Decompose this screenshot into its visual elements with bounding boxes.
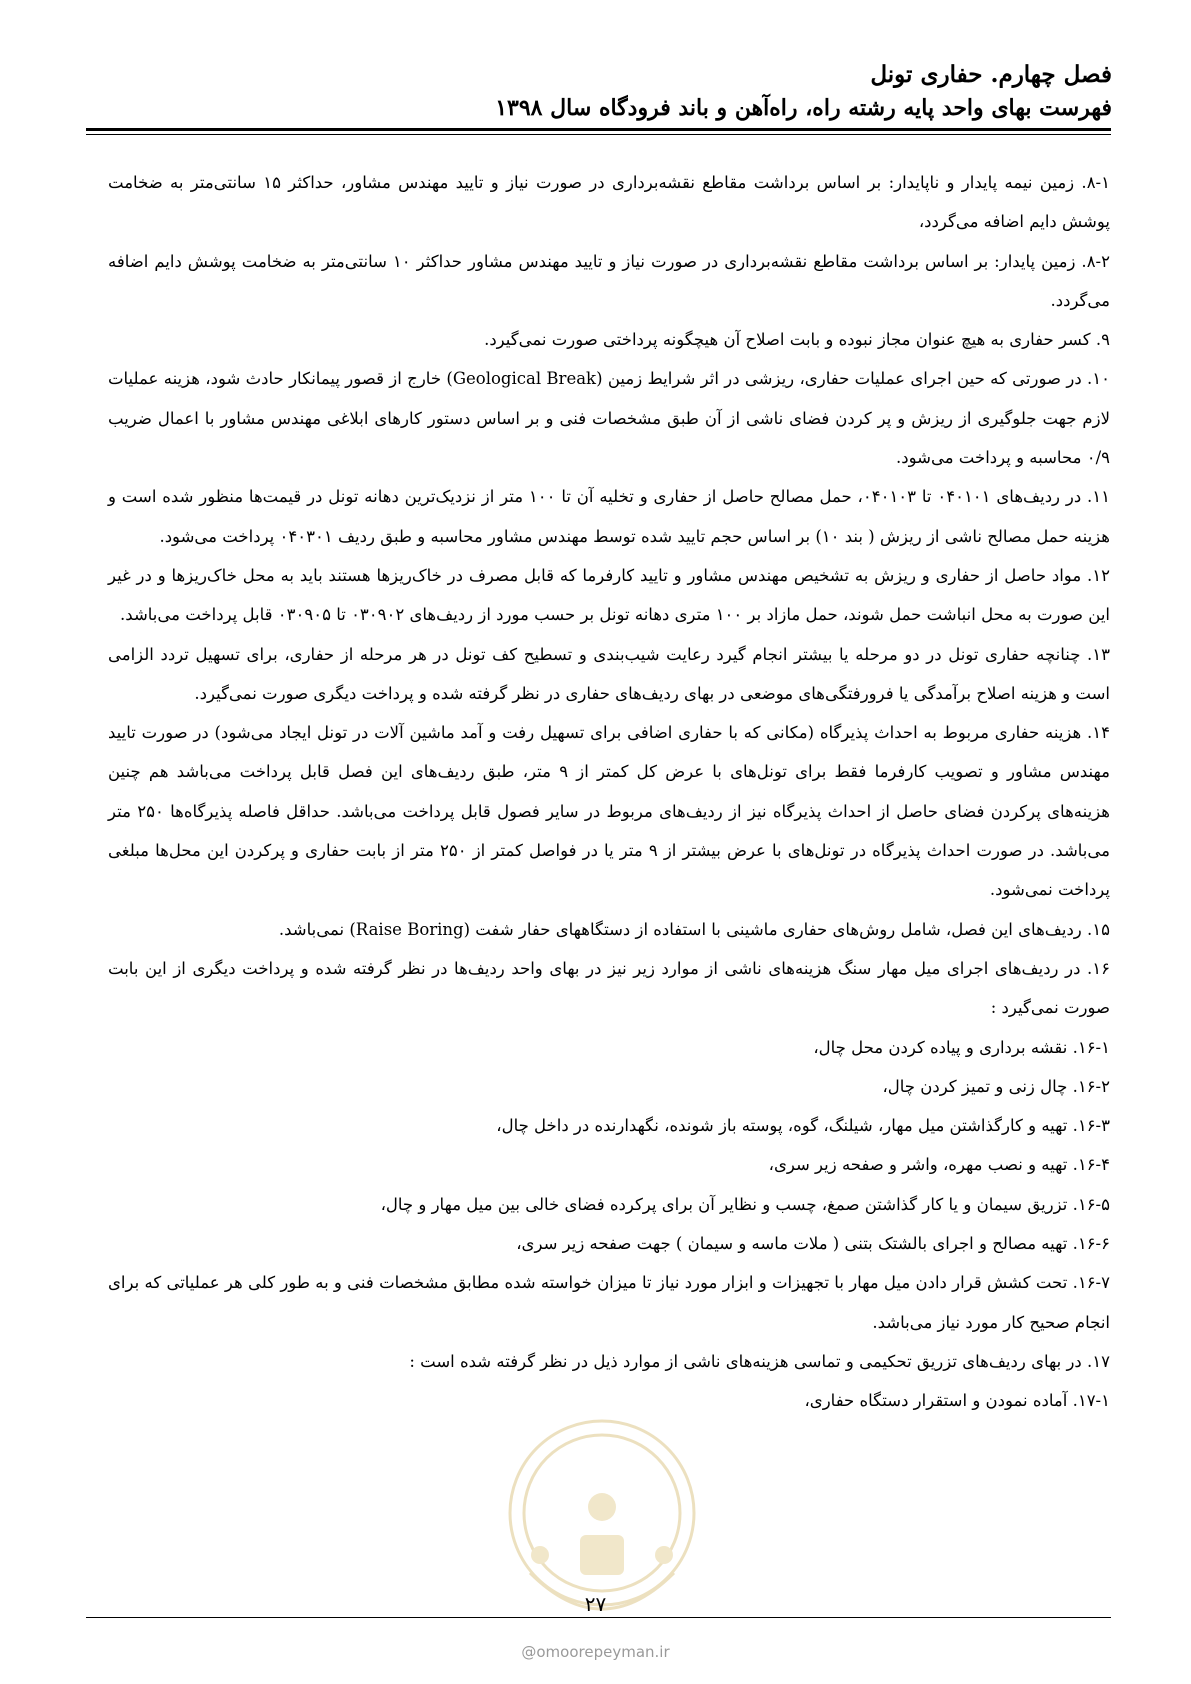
paragraph-16-6: ۱۶-۶. تهیه مصالح و اجرای بالشتک بتنی ( ملات ماسه و سیمان ) جهت صفحه زیر سری، bbox=[516, 1234, 1110, 1254]
paragraph-16: ۱۶. در ردیف‌های اجرای میل مهار سنگ هزینه‌های ناشی از موارد زیر نیز در بهای واحد ردیف‌ها در نظر گرفته شده و پرداخت دیگری از این بابت صورت نمی‌گیرد : bbox=[108, 958, 1110, 1018]
catalog-title: فهرست بهای واحد پایه رشته راه، راه‌آهن و باند فرودگاه سال ۱۳۹۸ bbox=[495, 95, 1112, 121]
header-divider-thick bbox=[86, 128, 1111, 131]
paragraph-16-1: ۱۶-۱. نقشه برداری و پیاده کردن محل چال، bbox=[813, 1037, 1110, 1057]
paragraph-9: ۹. کسر حفاری به هیچ عنوان مجاز نبوده و بابت اصلاح آن هیچگونه پرداختی صورت نمی‌گیرد. bbox=[484, 330, 1110, 350]
chapter-title: فصل چهارم. حفاری تونل bbox=[870, 61, 1112, 88]
paragraph-17: ۱۷. در بهای ردیف‌های تزریق تحکیمی و تماسی هزینه‌های ناشی از موارد ذیل در نظر گرفته شده است : bbox=[409, 1351, 1110, 1371]
paragraph-8-1: ۸-۱. زمین نیمه پایدار و ناپایدار: بر اساس برداشت مقاطع نقشه‌برداری در صورت نیاز و تایید مهندس مشاور، حداکثر ۱۵ سانتی‌متر به ضخامت پوشش دایم اضافه می‌گردد، bbox=[108, 173, 1110, 232]
website-watermark: @omoorepeyman.ir bbox=[521, 1643, 670, 1661]
paragraph-13: ۱۳. چنانچه حفاری تونل در دو مرحله یا بیشتر انجام گیرد رعایت شیب‌بندی و تسطیح کف تونل در هر مرحله از حفاری، برای تسهیل تردد الزامی است و هزینه اصلاح برآمدگی یا فرورفتگی‌های موضعی در بهای ردیف‌های حفاری در نظر گرفته شده و پرداخت دیگری صورت نمی‌گیرد. bbox=[108, 644, 1110, 703]
paragraph-12: ۱۲. مواد حاصل از حفاری و ریزش به تشخیص مهندس مشاور و تایید کارفرما که قابل مصرف در خاک‌ریزها هستند باید به محل خاک‌ریزها و در غیر این صورت به محل انباشت حمل شوند، حمل مازاد بر ۱۰۰ متری دهانه تونل بر حسب مورد از ردیف‌های ۰۳۰۹۰۲ تا ۰۳۰۹۰۵ قابل پرداخت می‌باشد. bbox=[108, 565, 1110, 625]
paragraph-8-2: ۸-۲. زمین پایدار: بر اساس برداشت مقاطع نقشه‌برداری در صورت نیاز و تایید مهندس مشاور حداکثر ۱۰ سانتی‌متر به ضخامت پوشش دایم اضافه می‌گردد. bbox=[108, 251, 1110, 310]
paragraph-16-5: ۱۶-۵. تزریق سیمان و یا کار گذاشتن صمغ، چسب و نظایر آن برای پرکرده فضای خالی بین میل مهار و چال، bbox=[380, 1194, 1110, 1214]
page-number: ۲۷ bbox=[584, 1592, 607, 1616]
paragraph-10: ۱۰. در صورتی که حین اجرای عملیات حفاری، ریزشی در اثر شرایط زمین (Geological Break) خارج از قصور پیمانکار حادث شود، هزینه عملیات لازم جهت جلوگیری از ریزش و پر کردن فضای ناشی از آن طبق مشخصات فنی و بر اساس دستور کارهای ابلاغی مهندس مشاور با اعمال ضریب ۰/۹ محاسبه و پرداخت می‌شود. bbox=[108, 369, 1110, 468]
paragraph-14: ۱۴. هزینه حفاری مربوط به احداث پذیرگاه (مکانی که با حفاری اضافی برای تسهیل رفت و آمد ماشین آلات در تونل ایجاد می‌شود) در صورت تایید مهندس مشاور و تصویب کارفرما فقط برای تونل‌های با عرض کل کمتر از ۹ متر، طبق ردیف‌های این فصل قابل پرداخت می‌باشد هم چنین هزینه‌های پرکردن فضای حاصل از احداث پذیرگاه نیز از ردیف‌های مربوط در سایر فصول قابل پرداخت می‌باشد. حداقل فاصله پذیرگاه‌ها ۲۵۰ متر می‌باشد. در صورت احداث پذیرگاه در تونل‌های با عرض بیشتر از ۹ متر یا در فواصل کمتر از ۲۵۰ متر از بابت حفاری و پرکردن این محل‌ها مبلغی پرداخت نمی‌شود. bbox=[108, 723, 1110, 900]
paragraph-16-7: ۱۶-۷. تحت کشش قرار دادن میل مهار با تجهیزات و ابزار مورد نیاز تا میزان خواسته شده مطابق مشخصات فنی و به طور کلی هر عملیاتی که برای انجام صحیح کار مورد نیاز می‌باشد. bbox=[108, 1273, 1110, 1332]
page-header bbox=[82, 58, 1112, 124]
paragraph-16-2: ۱۶-۲. چال زنی و تمیز کردن چال، bbox=[882, 1076, 1110, 1096]
paragraph-16-4: ۱۶-۴. تهیه و نصب مهره، واشر و صفحه زیر سری، bbox=[768, 1155, 1110, 1175]
paragraph-17-1: ۱۷-۱. آماده نمودن و استقرار دستگاه حفاری، bbox=[804, 1391, 1110, 1411]
document-body bbox=[108, 163, 1110, 1421]
paragraph-15: ۱۵. ردیف‌های این فصل، شامل روش‌های حفاری ماشینی با استفاده از دستگاههای حفار شفت (Raise Boring) نمی‌باشد. bbox=[278, 919, 1110, 939]
header-divider-thin bbox=[86, 134, 1111, 135]
paragraph-16-3: ۱۶-۳. تهیه و کارگذاشتن میل مهار، شیلنگ، گوه، پوسته باز شونده، نگهدارنده در داخل چال، bbox=[496, 1116, 1110, 1136]
paragraph-11: ۱۱. در ردیف‌های ۰۴۰۱۰۱ تا ۰۴۰۱۰۳، حمل مصالح حاصل از حفاری و تخلیه آن تا ۱۰۰ متر از نزدیک‌ترین دهانه تونل در قیمت‌ها منظور شده است و هزینه حمل مصالح ناشی از ریزش ( بند ۱۰) بر اساس حجم تایید شده توسط مهندس مشاور محاسبه و طبق ردیف ۰۴۰۳۰۱ پرداخت می‌شود. bbox=[108, 487, 1110, 546]
footer-divider bbox=[86, 1617, 1111, 1618]
